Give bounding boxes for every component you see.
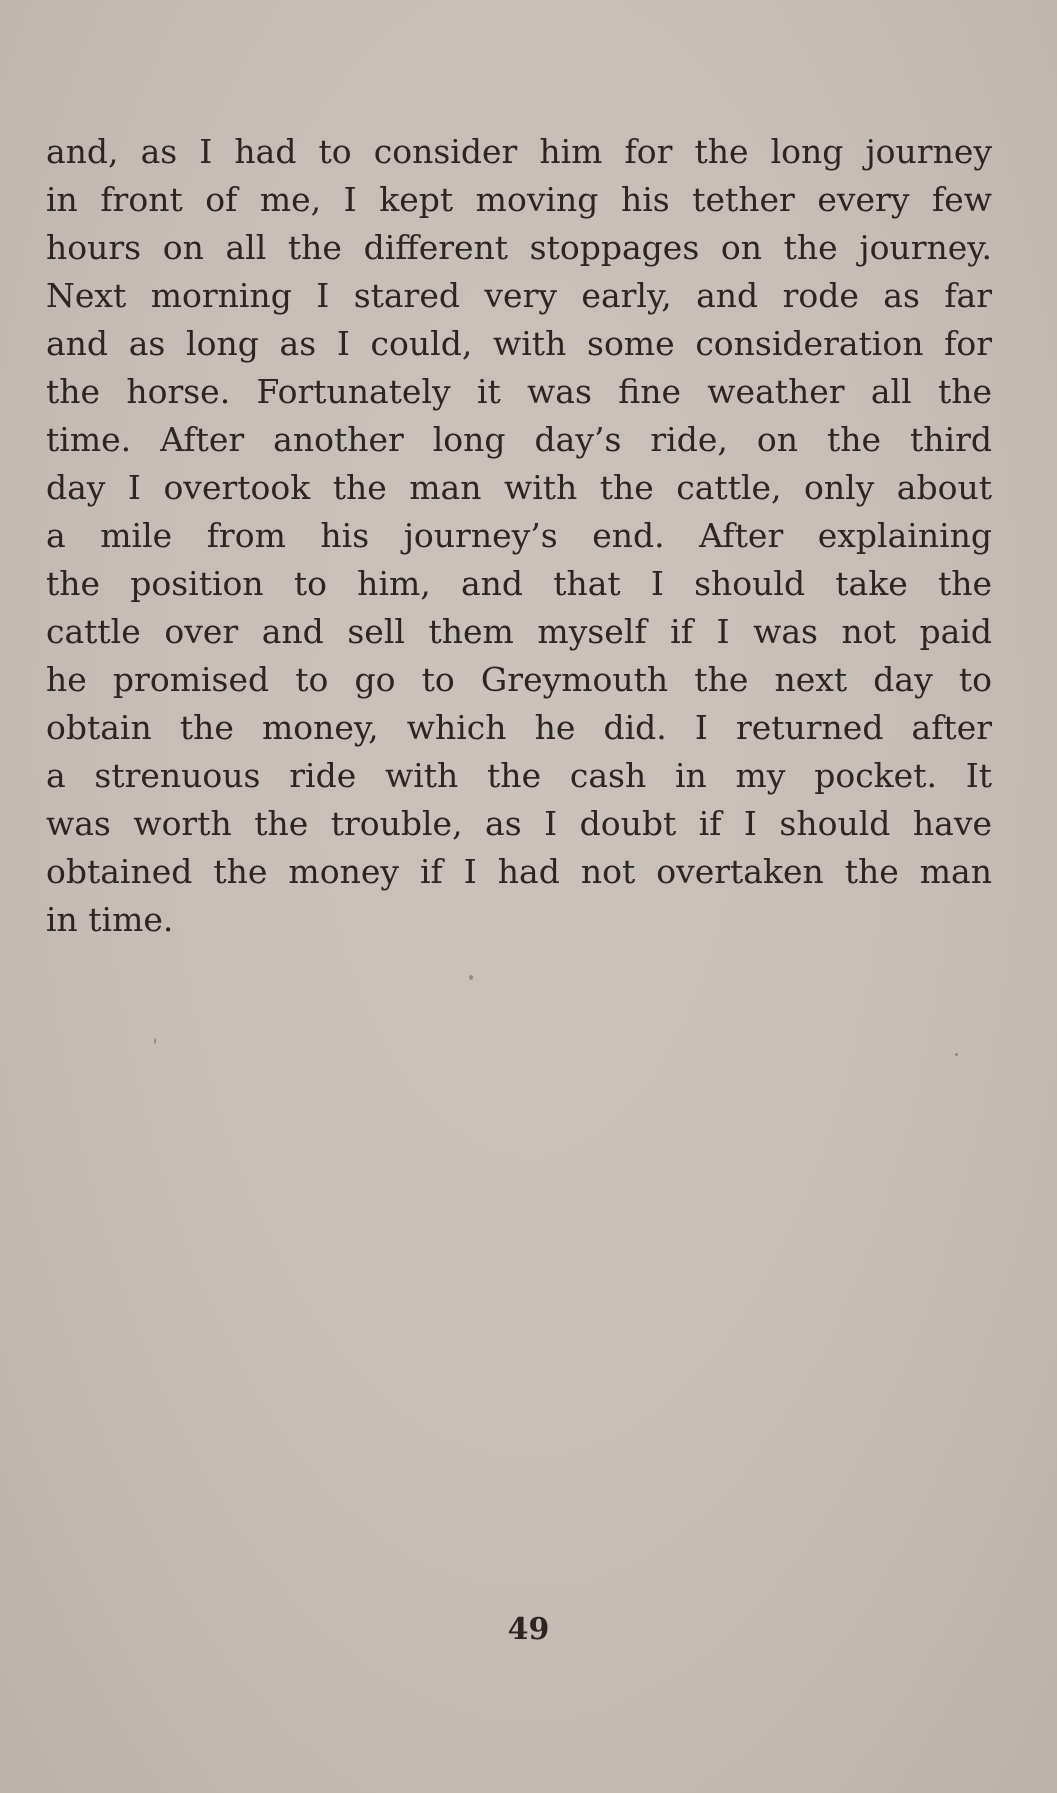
- text-line: hours on all the different stoppages on the journey.: [46, 228, 992, 267]
- text-line: he promised to go to Greymouth the next day to: [46, 660, 992, 699]
- text-line: in time.: [46, 900, 174, 939]
- text-line: obtained the money if I had not overtaken the man: [46, 852, 992, 891]
- text-line: and, as I had to consider him for the long journey: [46, 132, 992, 171]
- text-line: day I overtook the man with the cattle, only about: [46, 468, 992, 507]
- text-line: was worth the trouble, as I doubt if I should have: [46, 804, 992, 843]
- text-line: Next morning I stared very early, and rode as far: [46, 276, 992, 315]
- paper-speck: [955, 1053, 958, 1056]
- text-line: and as long as I could, with some consideration for: [46, 324, 992, 363]
- text-line: time. After another long day’s ride, on the third: [46, 420, 992, 459]
- text-line: a mile from his journey’s end. After explaining: [46, 516, 992, 555]
- text-line: obtain the money, which he did. I returned after: [46, 708, 992, 747]
- text-line: the horse. Fortunately it was fine weather all the: [46, 372, 992, 411]
- paper-speck: [154, 1038, 156, 1044]
- text-line: cattle over and sell them myself if I was not paid: [46, 612, 992, 651]
- paper-speck: [469, 975, 473, 980]
- text-line: in front of me, I kept moving his tether every few: [46, 180, 992, 219]
- page-number: 49: [507, 1612, 550, 1647]
- body-text: [46, 128, 992, 944]
- text-line: the position to him, and that I should take the: [46, 564, 992, 603]
- text-line: a strenuous ride with the cash in my pocket. It: [46, 756, 992, 795]
